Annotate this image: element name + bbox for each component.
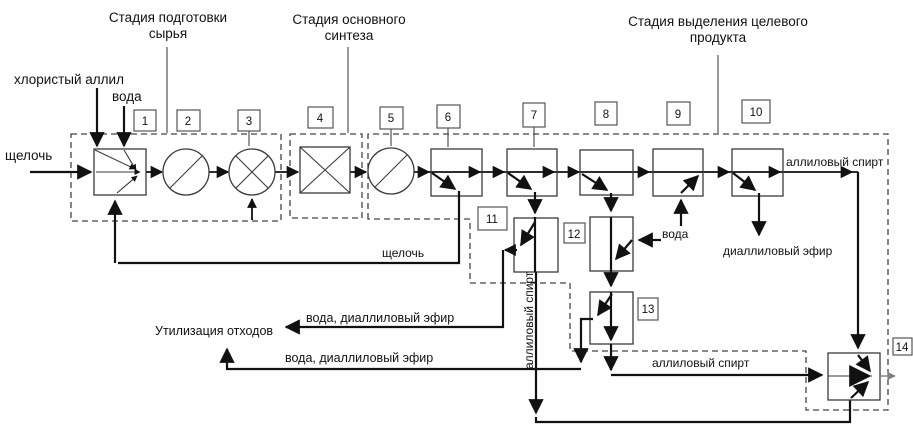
unit-3-heat-exchanger <box>229 149 275 220</box>
unit-5-pump <box>368 148 414 194</box>
stage-title-isolation: Стадия выделения целевого <box>628 14 808 29</box>
stage-title-raw-prep: Стадия подготовки <box>108 10 228 25</box>
unit-7-separator <box>507 149 557 213</box>
unit-badge-9: 9 <box>674 109 682 121</box>
unit-badge-7: 7 <box>530 110 538 122</box>
unit-badge-8: 8 <box>602 109 610 121</box>
unit-badge-14: 14 <box>895 342 909 354</box>
unit-2-pump <box>163 149 209 195</box>
stream-label-diallyl-ether: диаллиловый эфир <box>723 244 833 258</box>
unit-badge-2: 2 <box>184 116 192 128</box>
stream-label-allyl-alcohol-column: аллиловый спирт <box>522 271 536 369</box>
unit-badge-6: 6 <box>444 112 452 124</box>
stream-label-water: вода <box>662 227 689 241</box>
unit-1-mixer <box>94 149 146 195</box>
unit-badge-3: 3 <box>245 116 253 128</box>
stage-raw-prep-boundary <box>71 134 281 221</box>
unit-badge-5: 5 <box>387 113 395 125</box>
stream-label-alkali-recycle: щелочь <box>382 246 425 260</box>
label-waste-disposal: Утилизация отходов <box>155 324 274 338</box>
unit-12-column <box>590 217 633 286</box>
unit-badge-12: 12 <box>567 229 581 241</box>
stream-label-waste-1: вода, диаллиловый эфир <box>306 311 455 325</box>
unit-6-separator <box>115 149 482 263</box>
unit-10-separator <box>732 149 783 235</box>
unit-4-reactor <box>300 147 350 193</box>
stage-title-synthesis: Стадия основного <box>292 12 406 27</box>
unit-14-mixer <box>828 353 895 400</box>
stage-title-raw-prep-2: сырья <box>148 26 188 41</box>
unit-badge-1: 1 <box>141 116 149 128</box>
stage-title-isolation-2: продукта <box>689 30 747 45</box>
unit-badge-11: 11 <box>486 214 498 226</box>
unit-13-column <box>581 292 633 370</box>
unit-badge-10: 10 <box>749 107 763 119</box>
stream-label-waste-2: вода, диаллиловый эфир <box>285 351 434 365</box>
stage-title-synthesis-2: синтеза <box>324 28 374 43</box>
feed-label-water: вода <box>112 89 142 104</box>
unit-8-separator <box>580 150 633 211</box>
unit-badge-4: 4 <box>316 113 324 125</box>
unit-9-mixer <box>653 149 703 226</box>
unit-badge-13: 13 <box>641 304 655 316</box>
feed-label-allyl-chloride: хлористый аллил <box>14 72 124 87</box>
bottom-run-to-unit-14 <box>536 400 850 422</box>
stream-label-allyl-alcohol-top: аллиловый спирт <box>786 155 884 169</box>
feed-label-alkali: щелочь <box>5 148 53 163</box>
stream-label-allyl-alcohol-bottom: аллиловый спирт <box>652 356 750 370</box>
